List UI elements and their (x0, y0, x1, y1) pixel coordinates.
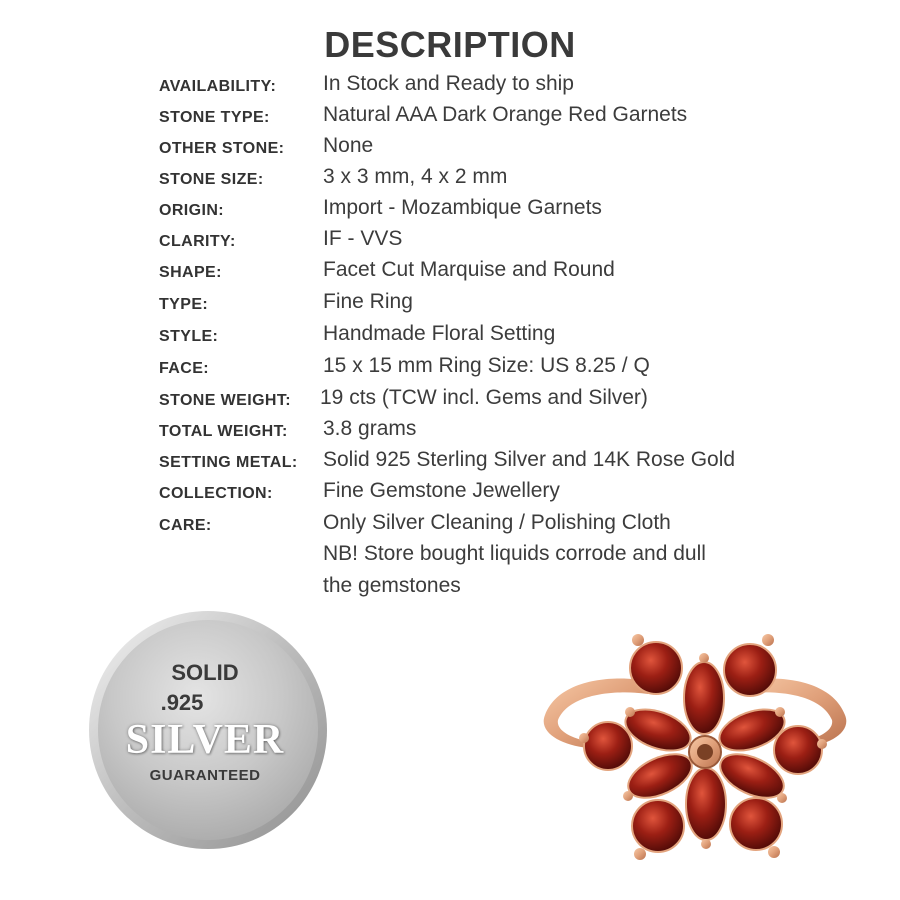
spec-row-total-weight (0, 415, 900, 445)
spec-value: 3.8 grams (323, 417, 417, 440)
spec-value: Fine Ring (323, 290, 413, 313)
spec-value: Handmade Floral Setting (323, 322, 556, 345)
spec-value: 3 x 3 mm, 4 x 2 mm (323, 165, 508, 188)
spec-value: Import - Mozambique Garnets (323, 196, 602, 219)
spec-label: STONE TYPE: (159, 109, 270, 126)
spec-label: TOTAL WEIGHT: (159, 423, 288, 440)
spec-value: 19 cts (TCW incl. Gems and Silver) (320, 386, 648, 409)
spec-value: In Stock and Ready to ship (323, 72, 574, 95)
garnet-flower-ring-image (530, 620, 860, 870)
spec-value: Fine Gemstone Jewellery (323, 479, 560, 502)
spec-row-setting-metal (0, 446, 900, 476)
badge-line-925: .925 (160, 690, 204, 715)
spec-label: COLLECTION: (159, 485, 273, 502)
spec-label: TYPE: (159, 296, 209, 313)
spec-row-availability (0, 70, 900, 100)
spec-label: SHAPE: (159, 264, 222, 281)
spec-row-care (0, 509, 900, 539)
spec-row-collection (0, 477, 900, 507)
badge-line-guaranteed: GUARANTEED (149, 767, 261, 784)
badge-line-silver: SILVER (125, 717, 285, 763)
spec-row-clarity (0, 225, 900, 255)
spec-row-stone-weight (0, 384, 900, 414)
spec-value: None (323, 134, 374, 157)
page-title: DESCRIPTION (324, 24, 576, 65)
spec-label: CLARITY: (159, 233, 236, 250)
spec-row-style (0, 320, 900, 350)
spec-label: FACE: (159, 360, 209, 377)
spec-row-stone-type (0, 101, 900, 131)
spec-label: STONE SIZE: (159, 171, 264, 188)
care-note: the gemstones (323, 574, 461, 597)
spec-value: 15 x 15 mm Ring Size: US 8.25 / Q (323, 354, 650, 377)
spec-row-stone-size (0, 163, 900, 193)
spec-value: Only Silver Cleaning / Polishing Cloth (323, 511, 671, 534)
spec-label: STONE WEIGHT: (159, 392, 292, 409)
spec-label: SETTING METAL: (159, 454, 298, 471)
spec-value: Solid 925 Sterling Silver and 14K Rose Gold (323, 448, 736, 471)
care-note-line-2 (0, 572, 900, 602)
spec-row-other-stone (0, 132, 900, 162)
spec-label: ORIGIN: (159, 202, 225, 219)
badge-line-solid: SOLID (171, 660, 239, 685)
care-note: NB! Store bought liquids corrode and dull (323, 542, 706, 565)
spec-label: CARE: (159, 517, 212, 534)
spec-row-shape (0, 256, 900, 286)
spec-row-type (0, 288, 900, 318)
spec-row-face (0, 352, 900, 382)
spec-label: OTHER STONE: (159, 140, 285, 157)
care-note-line-1 (0, 540, 900, 570)
spec-label: STYLE: (159, 328, 219, 345)
spec-value: IF - VVS (323, 227, 403, 250)
spec-row-origin (0, 194, 900, 224)
spec-label: AVAILABILITY: (159, 78, 277, 95)
spec-value: Facet Cut Marquise and Round (323, 258, 615, 281)
spec-value: Natural AAA Dark Orange Red Garnets (323, 103, 688, 126)
